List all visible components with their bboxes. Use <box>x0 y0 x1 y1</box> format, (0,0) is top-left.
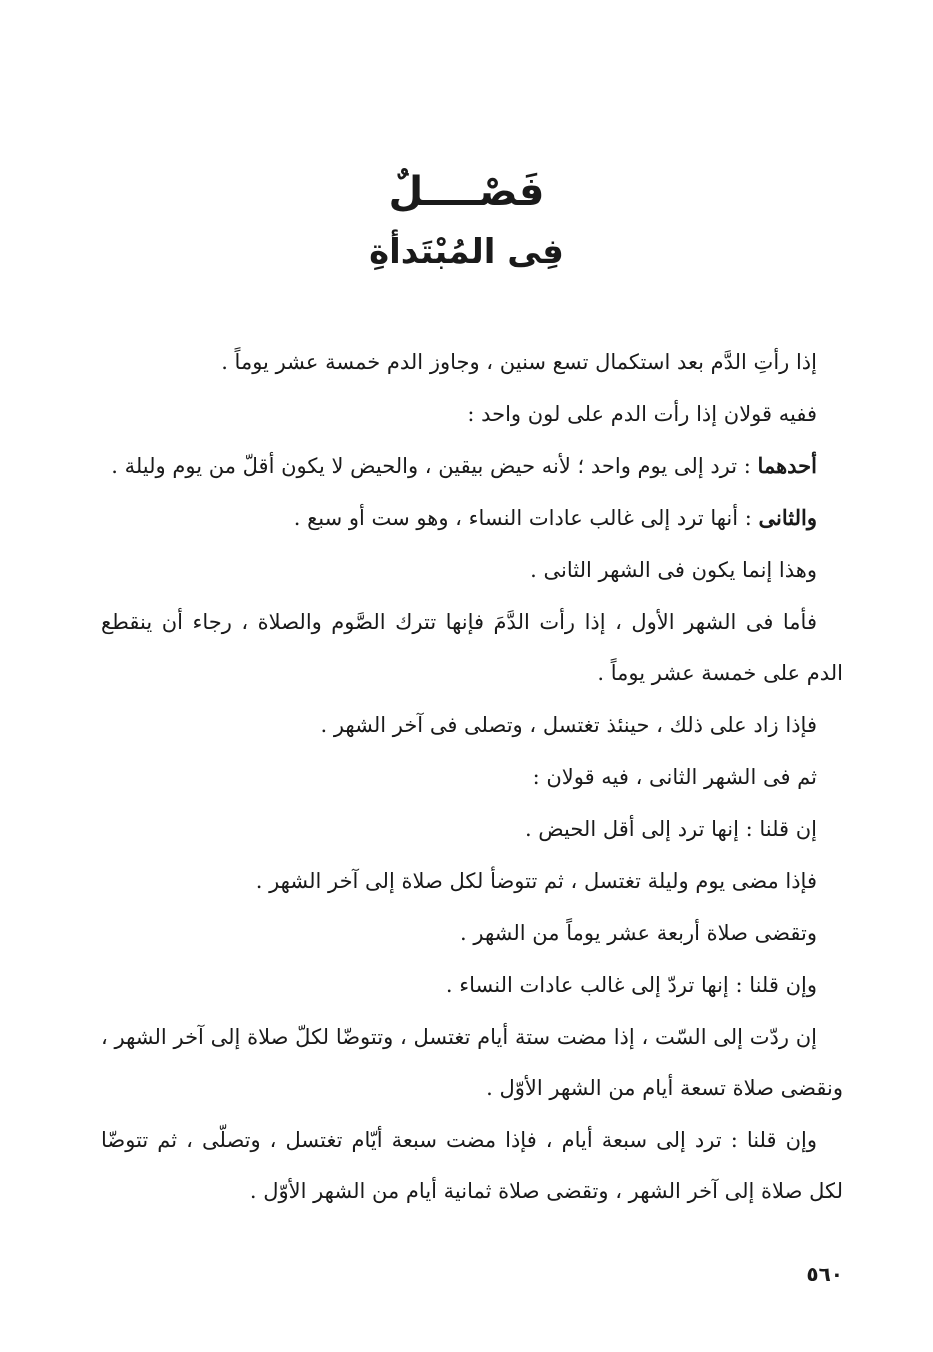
chapter-title: فَصْــــلٌ <box>388 169 545 215</box>
chapter-heading <box>0 160 933 280</box>
paragraph <box>101 596 843 699</box>
paragraph-text: إذا رأتِ الدَّم بعد استكمال تسع سنين ، وجاوز الدم خمسة عشر يوماً . <box>221 350 817 374</box>
paragraph <box>101 440 843 492</box>
paragraph <box>101 751 843 803</box>
paragraph <box>101 803 843 855</box>
paragraph <box>101 1114 843 1217</box>
paragraph-text: وتقضى صلاة أربعة عشر يوماً من الشهر . <box>460 921 817 945</box>
paragraph-text: ثم فى الشهر الثانى ، فيه قولان : <box>532 765 817 789</box>
paragraph-text: وإن قلنا : إنها تردّ إلى غالب عادات النساء . <box>445 973 817 997</box>
paragraph-text: : أنها ترد إلى غالب عادات النساء ، وهو ست أو سبع . <box>293 506 759 530</box>
paragraph <box>101 855 843 907</box>
paragraph-text: وإن قلنا : ترد إلى سبعة أيام ، فإذا مضت سبعة أيّام تغتسل ، وتصلّى ، ثم تتوضّا لكل صلاة إلى آخر الشهر ، وتقضى صلاة ثمانية أيام من الشهر الأوّل . <box>101 1128 843 1203</box>
body-text <box>101 336 843 1217</box>
paragraph-text: فإذا مضى يوم وليلة تغتسل ، ثم تتوضأ لكل صلاة إلى آخر الشهر . <box>255 869 817 893</box>
page-number: ٥٦٠ <box>806 1262 843 1286</box>
paragraph <box>101 336 843 388</box>
paragraph-lead: والثانى <box>758 505 817 530</box>
paragraph <box>101 699 843 751</box>
paragraph <box>101 492 843 544</box>
chapter-subtitle: فِى المُبْتَدأةِ <box>369 232 564 272</box>
paragraph-text: ففيه قولان إذا رأت الدم على لون واحد : <box>467 402 817 426</box>
paragraph <box>101 959 843 1011</box>
paragraph-lead: أحدهما <box>757 453 817 478</box>
paragraph <box>101 544 843 596</box>
paragraph-text: فأما فى الشهر الأول ، إذا رأت الدَّمَ فإنها تترك الصَّوم والصلاة ، رجاء أن ينقطع الدم على خمسة عشر يوماً . <box>101 610 843 685</box>
paragraph-text: إن قلنا : إنها ترد إلى أقل الحيض . <box>524 817 817 841</box>
paragraph-text: وهذا إنما يكون فى الشهر الثانى . <box>530 558 817 582</box>
paragraph <box>101 907 843 959</box>
paragraph-text: إن ردّت إلى السّت ، إذا مضت ستة أيام تغتسل ، وتتوضّا لكلّ صلاة إلى آخر الشهر ، ونقضى صلاة تسعة أيام من الشهر الأوّل . <box>101 1025 843 1100</box>
paragraph <box>101 388 843 440</box>
paragraph <box>101 1011 843 1114</box>
paragraph-text: فإذا زاد على ذلك ، حينئذ تغتسل ، وتصلى فى آخر الشهر . <box>320 713 817 737</box>
paragraph-text: : ترد إلى يوم واحد ؛ لأنه حيض بيقين ، والحيض لا يكون أقلّ من يوم وليلة . <box>111 454 758 478</box>
